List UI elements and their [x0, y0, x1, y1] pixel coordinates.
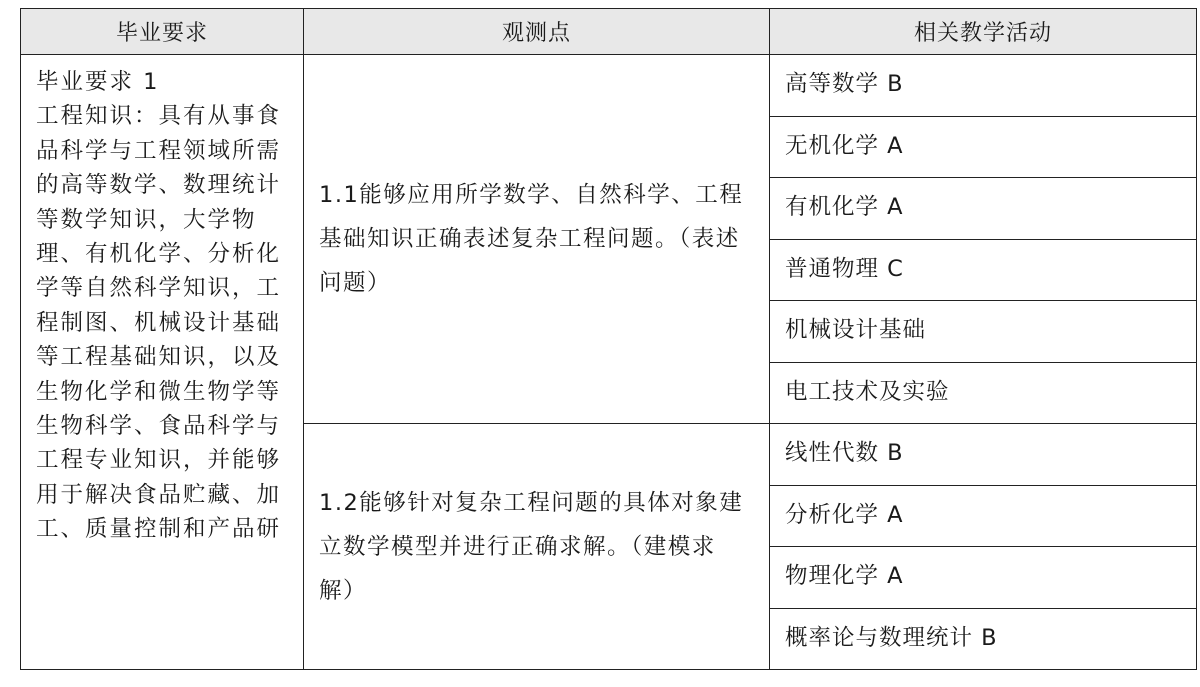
activity-label: 概率论与数理统计 B — [785, 624, 998, 651]
activity-label: 电工技术及实验 — [785, 378, 950, 405]
header-teaching-activities: 相关教学活动 — [770, 9, 1197, 55]
header-observation-point: 观测点 — [304, 9, 770, 55]
activity-label: 高等数学 B — [785, 71, 904, 98]
activity-cell — [770, 424, 1197, 486]
activity-cell — [770, 485, 1197, 547]
observation-text-2: 1.2能够针对复杂工程问题的具体对象建立数学模型并进行正确求解。（建模求解） — [319, 489, 744, 604]
activity-cell — [770, 547, 1197, 609]
header-row — [21, 9, 1197, 55]
requirement-cell — [21, 55, 304, 670]
activity-cell — [770, 608, 1197, 670]
activity-label: 普通物理 C — [785, 255, 904, 282]
activity-label: 无机化学 A — [785, 132, 904, 159]
activity-label: 线性代数 B — [785, 440, 904, 467]
observation-text-1: 1.1能够应用所学数学、自然科学、工程基础知识正确表述复杂工程问题。（表述问题） — [319, 182, 744, 296]
requirement-body: 工程知识：具有从事食品科学与工程领域所需的高等数学、数理统计等数学知识，大学物理、有机化学、分析化学等自然科学知识，工程制图、机械设计基础等工程基础知识，以及生物化学和微生物学等生物科学、食品科学与工程专业知识，并能够用于解决食品贮藏、加工、质量控制和产品研 — [36, 103, 282, 543]
activity-cell — [770, 362, 1197, 424]
activity-label: 分析化学 A — [785, 501, 904, 528]
table-row — [21, 55, 1197, 117]
activity-cell — [770, 239, 1197, 301]
activity-label: 物理化学 A — [785, 563, 904, 590]
activity-label: 机械设计基础 — [785, 317, 927, 344]
header-graduation-requirement: 毕业要求 — [21, 9, 304, 55]
activity-cell — [770, 55, 1197, 117]
observation-cell-2 — [304, 424, 770, 670]
activity-cell — [770, 301, 1197, 363]
requirement-title: 毕业要求 1 — [36, 69, 160, 95]
activity-cell — [770, 178, 1197, 240]
activity-label: 有机化学 A — [785, 194, 904, 221]
graduation-requirements-table — [20, 8, 1197, 670]
activity-cell — [770, 116, 1197, 178]
observation-cell-1 — [304, 55, 770, 424]
